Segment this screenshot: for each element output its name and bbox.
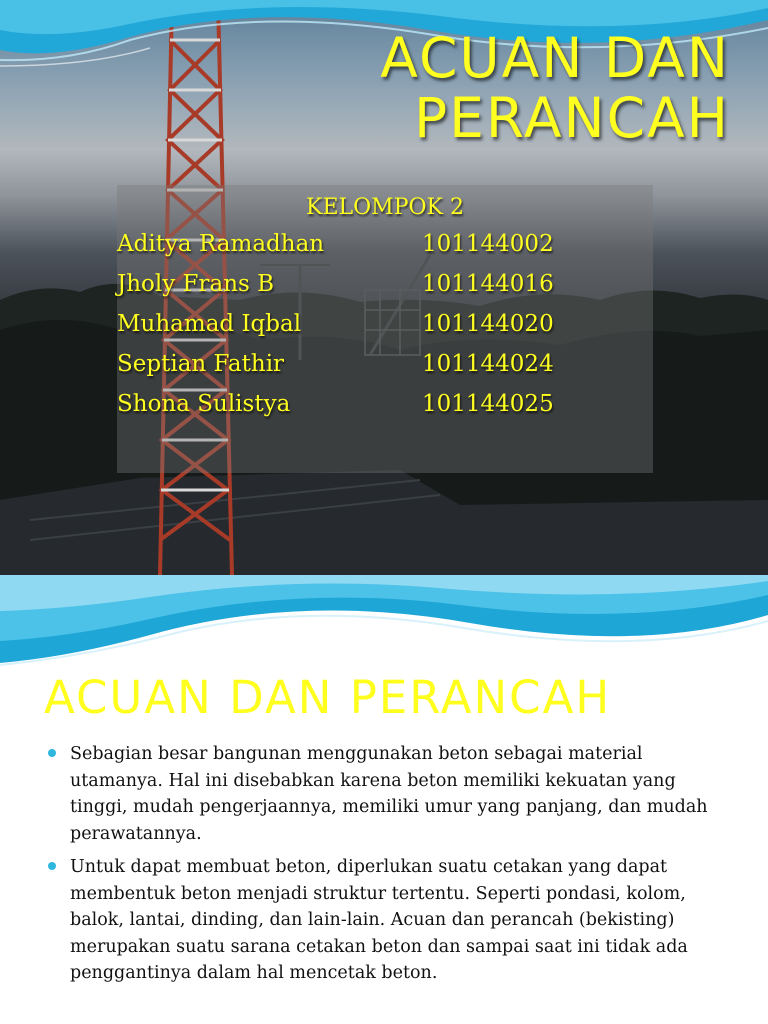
member-name: Muhamad Iqbal <box>117 311 302 337</box>
bullet-list <box>48 741 738 994</box>
list-item-text: Untuk dapat membuat beton, diperlukan suatu cetakan yang dapat membentuk beton menjadi struktur tertentu. Seperti pondasi, kolom, balok, lantai, dinding, dan lain-lain. Acuan dan perancah (bekisting) merupakan suatu sarana cetakan beton dan sampai saat ini tidak ada penggantinya dalam hal mencetak beton. <box>70 857 688 983</box>
bullet-dot-icon <box>48 862 56 870</box>
list-item <box>48 854 738 987</box>
member-name: Shona Sulistya <box>117 391 291 417</box>
member-id: 101144025 <box>422 391 554 417</box>
member-id: 101144024 <box>422 351 554 377</box>
content-title: ACUAN DAN PERANCAH <box>44 671 612 724</box>
member-name: Septian Fathir <box>117 351 285 377</box>
member-id: 101144016 <box>422 271 554 297</box>
list-item-text: Sebagian besar bangunan menggunakan beton sebagai material utamanya. Hal ini disebabkan karena beton memiliki kekuatan yang tinggi, mudah pengerjaannya, memiliki umur yang panjang, dan mudah perawatannya. <box>70 744 708 844</box>
slide-title-line-1: ACUAN DAN <box>380 26 730 90</box>
member-row <box>117 311 653 351</box>
group-heading: KELOMPOK 2 <box>306 195 464 220</box>
content-slide <box>0 575 768 1024</box>
member-name: Jholy Frans B <box>117 271 275 297</box>
decorative-wave-header <box>0 575 768 675</box>
group-members-box <box>117 185 653 473</box>
bullet-dot-icon <box>48 749 56 757</box>
member-row <box>117 391 653 431</box>
member-row <box>117 271 653 311</box>
member-name: Aditya Ramadhan <box>117 231 325 257</box>
member-row <box>117 351 653 391</box>
slide-title <box>340 28 730 148</box>
member-id: 101144020 <box>422 311 554 337</box>
member-row <box>117 231 653 271</box>
member-id: 101144002 <box>422 231 554 257</box>
slide-title-line-2: PERANCAH <box>413 86 730 150</box>
list-item <box>48 741 738 847</box>
